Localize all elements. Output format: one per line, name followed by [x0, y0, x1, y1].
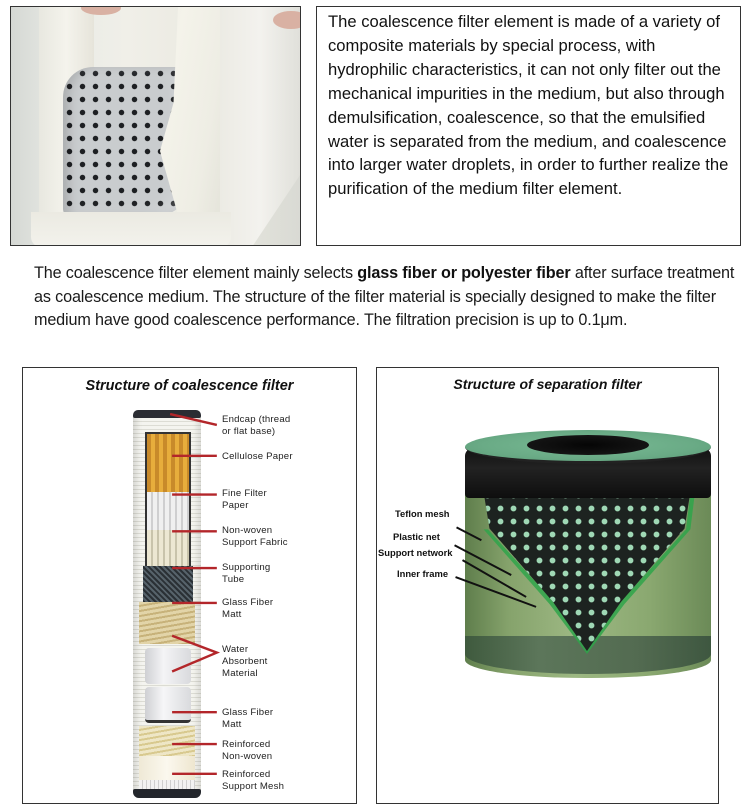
- cartridge-endcap-top: [133, 410, 201, 418]
- fabric-sleeve-bottom: [31, 212, 231, 246]
- layer-fine-filter-paper: [145, 492, 191, 530]
- coalescence-structure-panel: [22, 367, 357, 804]
- layer-cellulose-paper: [145, 432, 191, 492]
- label-water-absorbent-material: Water Absorbent Material: [222, 644, 268, 679]
- label-fine-filter-paper: Fine Filter Paper: [222, 488, 267, 511]
- layer-supporting-tube: [143, 566, 193, 602]
- layer-water-absorbent: [145, 687, 191, 723]
- layer-glass-fiber-matt: [139, 726, 195, 756]
- filter-element-photo: [10, 6, 301, 246]
- description-text: The coalescence filter element is made of a variety of composite materials by special process, with hydrophilic characteristics, it can not only filter out the mechanical impurities in the medium, but also through demulsification, coalescence, so that the emulsified water is separated from the medium, and coalescence into larger water droplets, in order to further realize the purification of the medium filter element.: [328, 12, 729, 199]
- separation-panel-title: Structure of separation filter: [453, 376, 642, 392]
- finger-tip: [273, 11, 301, 29]
- label-glass-fiber-matt: Glass Fiber Matt: [222, 597, 274, 620]
- label-inner-frame: Inner frame: [397, 568, 449, 579]
- intro-paragraph: [34, 262, 744, 333]
- intro-text-2: after surface treatment as coalescence medium. The structure of the filter material is specially designed to make the filter medium have good coalescence performance. The filtration precision is up to 0.1μm.: [34, 264, 735, 330]
- layer-non-woven-fabric: [145, 530, 191, 566]
- label-endcap: Endcap (thread or flat base): [222, 414, 291, 437]
- intro-text-1: The coalescence filter element mainly selects: [34, 264, 358, 282]
- layer-glass-fiber-matt: [139, 602, 195, 644]
- separation-structure-panel: [376, 367, 719, 804]
- label-non-woven-support-fabric: Non-woven Support Fabric: [222, 525, 288, 548]
- coalescence-panel-title: Structure of coalescence filter: [85, 378, 294, 394]
- label-reinforced-non-woven: Reinforced Non-woven: [222, 739, 273, 762]
- description-box: [316, 6, 741, 246]
- label-teflon-mesh: Teflon mesh: [395, 508, 450, 519]
- fabric-drape-right: [220, 7, 300, 246]
- label-support-network: Support network: [378, 547, 453, 558]
- label-glass-fiber-matt-2: Glass Fiber Matt: [222, 707, 274, 730]
- label-supporting-tube: Supporting Tube: [222, 562, 271, 585]
- coalescence-cartridge-diagram: [133, 410, 201, 798]
- layer-water-absorbent: [145, 648, 191, 684]
- intro-highlight: glass fiber or polyester fiber: [357, 264, 571, 282]
- label-plastic-net: Plastic net: [393, 531, 440, 542]
- cartridge-endcap-bottom: [133, 789, 201, 798]
- label-reinforced-support-mesh: Reinforced Support Mesh: [222, 769, 285, 792]
- filter-center-opening: [527, 435, 649, 455]
- layer-reinforced-non-woven: [139, 756, 195, 780]
- label-cellulose-paper: Cellulose Paper: [222, 451, 293, 462]
